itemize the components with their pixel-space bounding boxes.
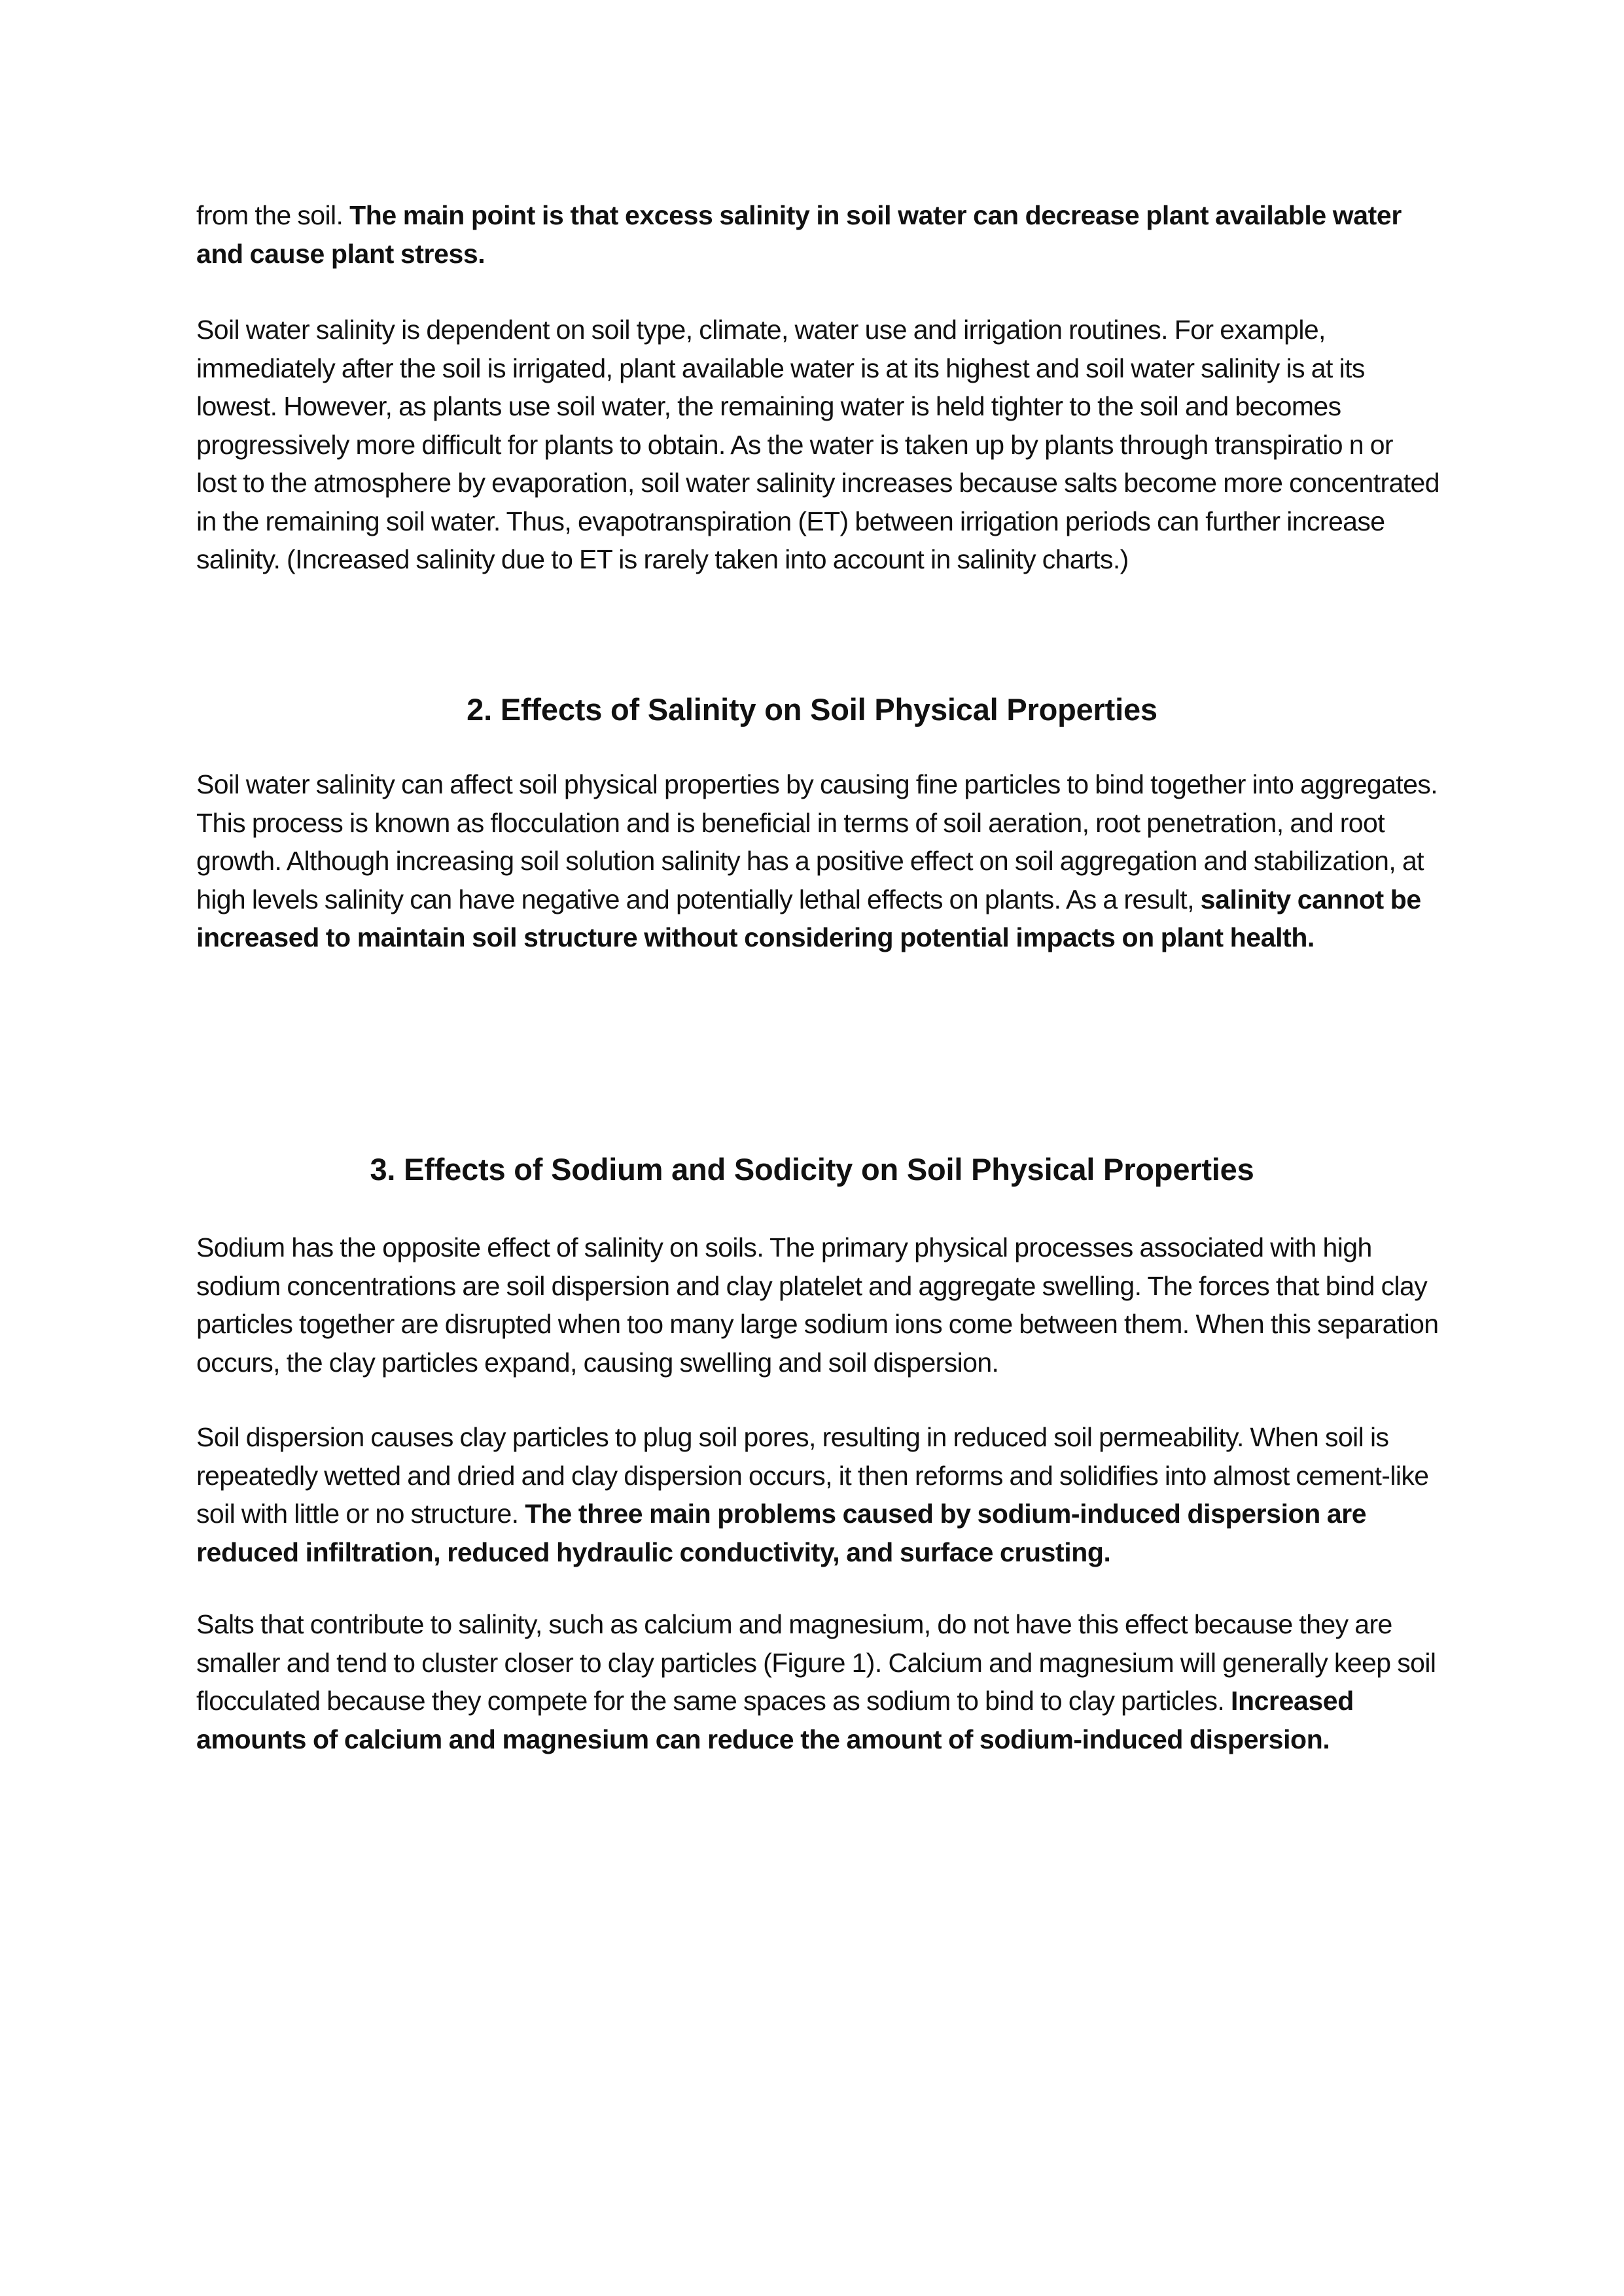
section-heading-sodium-effects: 3. Effects of Sodium and Sodicity on Soil Physical Properties — [370, 1152, 1254, 1187]
paragraph-soil-water-salinity — [196, 311, 1439, 579]
paragraph-bold-emphasis: The three main problems caused by sodium-induced dispersion are reduced infiltration, reduced hydraulic conductivity, and surface crusting. — [196, 1499, 1367, 1567]
paragraph-text: Soil water salinity can affect soil physical properties by causing fine particles to bind together into aggregates. This process is known as flocculation and is beneficial in terms of soil aeration, root penetration, and root growth. Although increasing soil solution salinity has a positive effect on soil aggregation and stabilization, at high levels salinity can have negative and potentially lethal effects on plants. As a result, — [196, 769, 1438, 914]
paragraph-calcium-magnesium — [196, 1605, 1439, 1758]
paragraph-bold-emphasis: The main point is that excess salinity in soil water can decrease plant available water and cause plant stress. — [196, 200, 1402, 269]
paragraph-text: Sodium has the opposite effect of salinity on soils. The primary physical processes associated with high sodium concentrations are soil dispersion and clay platelet and aggregate swelling. The forces that bind clay particles together are disrupted when too many large sodium ions come between them. When this separation occurs, the clay particles expand, causing swelling and soil dispersion. — [196, 1232, 1439, 1378]
paragraph-bold-emphasis: Increased amounts of calcium and magnesium can reduce the amount of sodium-induced dispersion. — [196, 1686, 1354, 1754]
paragraph-text: Salts that contribute to salinity, such as calcium and magnesium, do not have this effect because they are smaller and tend to cluster closer to clay particles (Figure 1). Calcium and magnesium will generally keep soil flocculated because they compete for the same spaces as sodium to bind to clay particles. — [196, 1609, 1436, 1716]
paragraph-text: Soil dispersion causes clay particles to plug soil pores, resulting in reduced soil permeability. When soil is repeatedly wetted and dried and clay dispersion occurs, it then reforms and solidifies into almost cement-like soil with little or no structure. — [196, 1422, 1429, 1529]
paragraph-soil-permeability — [196, 1418, 1439, 1571]
paragraph-flocculation — [196, 765, 1439, 957]
section-heading-salinity-effects: 2. Effects of Salinity on Soil Physical Properties — [467, 692, 1157, 727]
paragraph-text: Soil water salinity is dependent on soil type, climate, water use and irrigation routines. For example, immediately after the soil is irrigated, plant available water is at its highest and soil water salinity is at its lowest. However, as plants use soil water, the remaining water is held tighter to the soil and becomes progressively more difficult for plants to obtain. As the water is taken up by plants through transpiratio n or lost to the atmosphere by evaporation, soil water salinity increases because salts become more concentrated in the remaining soil water. Thus, evapotranspiration (ET) between irrigation periods can further increase salinity. (Increased salinity due to ET is rarely taken into account in salinity charts.) — [196, 315, 1439, 574]
paragraph-salinity-stress — [196, 196, 1439, 273]
paragraph-bold-emphasis: salinity cannot be increased to maintain soil structure without considering potential impacts on plant health. — [196, 884, 1421, 952]
paragraph-text: from the soil. — [196, 200, 350, 230]
paragraph-sodium-dispersion — [196, 1228, 1439, 1382]
